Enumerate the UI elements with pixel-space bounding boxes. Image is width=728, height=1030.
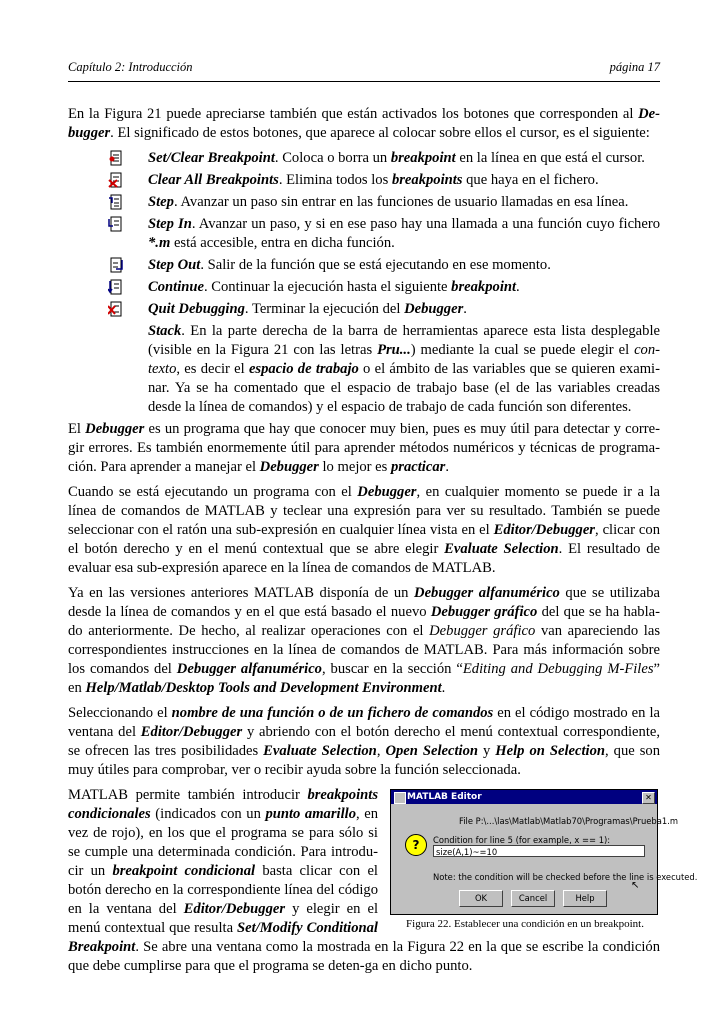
paragraph: Ya en las versiones anteriores MATLAB disponía de un Debugger alfanumérico que se utilizaba desde la línea de comandos y en el que está basado el nuevo Debugger gráfico del que se ha habla-do anteriormente. De hecho, al realizar operaciones con el Debugger gráfico van apareciendo las correspondientes instrucciones en la línea de comandos de MATLAB. Para más información sobre los comandos del Debugger alfanumérico, buscar en la sección “Editing and Debugging M-Files” en Help/Matlab/Desktop Tools and Development Environment. [68,585,661,696]
step-out-icon [108,257,124,273]
step-in-icon [108,216,124,232]
condition-prompt: Condition for line 5 (for example, x == 1): [433,835,611,845]
condition-input[interactable]: size(A,1)~=10 [433,845,645,857]
page-header [68,60,660,76]
cancel-button[interactable]: Cancel [511,890,555,907]
figure-caption: Figura 22. Establecer una condición en un breakpoint. [406,918,644,930]
set-clear-breakpoint-icon [108,150,124,166]
paragraph: Seleccionando el nombre de una función o de un fichero de comandos en el código mostrado en la ventana del Editor/Debugger y abriendo con el botón derecho el menú contextual correspondiente, se ofrecen las tres posibilidades Evaluate Selection, Open Selection y Help on Selection, que son muy útiles para comprobar, ver o recibir ayuda sobre la función seleccionada. [68,705,661,778]
matlab-app-icon [394,792,406,804]
list-item: Clear All Breakpoints. Elimina todos los breakpoints que haya en el fichero. [68,171,660,190]
figure-22 [390,789,698,931]
step-icon [108,194,124,210]
clear-all-breakpoints-icon [108,172,124,188]
mouse-cursor-icon: ↖ [631,880,640,891]
list-item: Step Out. Salir de la función que se está ejecutando en ese momento. [68,256,660,275]
document-body [68,105,698,982]
dialog-titlebar [391,790,657,804]
conditional-breakpoint-section [68,786,698,976]
ok-button[interactable]: OK [459,890,503,907]
condition-note: Note: the condition will be checked before the line is executed. [433,872,698,882]
dialog-title: MATLAB Editor [407,792,482,802]
matlab-editor-dialog [390,789,698,915]
paragraph: El Debugger es un programa que hay que conocer muy bien, pues es muy útil para detectar y corre-gir errores. Es también enormemente útil para aprender métodos numéricos y técnicas de programa-ción. Para aprender a manejar el Debugger lo mejor es practicar. [68,421,660,475]
page-number: página 17 [609,60,660,74]
close-icon[interactable]: ✕ [642,792,655,804]
paragraph: Cuando se está ejecutando un programa con el Debugger, en cualquier momento se puede ir a la línea de comandos de MATLAB y teclear una expresión para ver su resultado. También se puede seleccionar con el ratón una sub-expresión en cualquier línea vista en el Editor/Debugger, clicar con el botón derecho y en el menú contextual que se abre elegir Evaluate Selection. El resultado de evaluar esa sub-expresión aparece en la línea de comandos de MATLAB. [68,484,660,576]
list-item: Set/Clear Breakpoint. Coloca o borra un breakpoint en la línea en que está el cursor. [68,149,660,168]
list-item: Step. Avanzar un paso sin entrar en las funciones de usuario llamadas en esa línea. [68,193,660,212]
paragraph: MATLAB permite también introducir breakpoints condicionales (indicados con un punto amarillo, en vez de rojo), en los que el programa se para sólo si se cumple una determinada condición. Para introdu-cir un breakpoint condicional basta clicar con el botón derecho en la correspondiente línea del código en la ventana del Editor/Debugger y elegir en el menú contextual que resulta Set/Modify Conditional Breakpoint. Se abre una ventana como la mostrada en la Figura 22 en la que se escribe la condición que debe cumplirse para que el programa se deten-ga en dicho punto. [68,787,660,974]
continue-icon [108,279,124,295]
intro-paragraph: En la Figura 21 puede apreciarse también que están activados los botones que corresponden al De-bugger. El significado de estos botones, que aparece al colocar sobre ellos el cursor, es el siguiente: [68,106,660,141]
help-button[interactable]: Help [563,890,607,907]
list-item-stack: Stack. En la parte derecha de la barra de herramientas aparece esta lista desplegable (visible en la Figura 21 con las letras Pru...) mediante la cual se puede elegir el con-texto, es decir el espacio de trabajo o el ámbito de las variables que se quieren exami-nar. Ya se ha comentado que el espacio de trabajo base (el de las variables creadas desde la línea de comandos) y el espacio de trabajo de cada función son diferentes. [148,323,660,415]
question-icon: ? [405,834,427,856]
list-item: Continue. Continuar la ejecución hasta el siguiente breakpoint. [68,278,660,297]
quit-debugging-icon [108,301,124,317]
debugger-button-list [68,149,660,417]
header-rule [68,81,660,82]
list-item: Step In. Avanzar un paso, y si en ese paso hay una llamada a una función cuyo fichero *.m está accesible, entra en dicha función. [68,215,660,253]
list-item: Quit Debugging. Terminar la ejecución del Debugger. [68,300,660,319]
file-path-label: File P:\...\las\Matlab\Matlab70\Programas\Prueba1.m [459,816,679,826]
chapter-title: Capítulo 2: Introducción [68,60,193,74]
